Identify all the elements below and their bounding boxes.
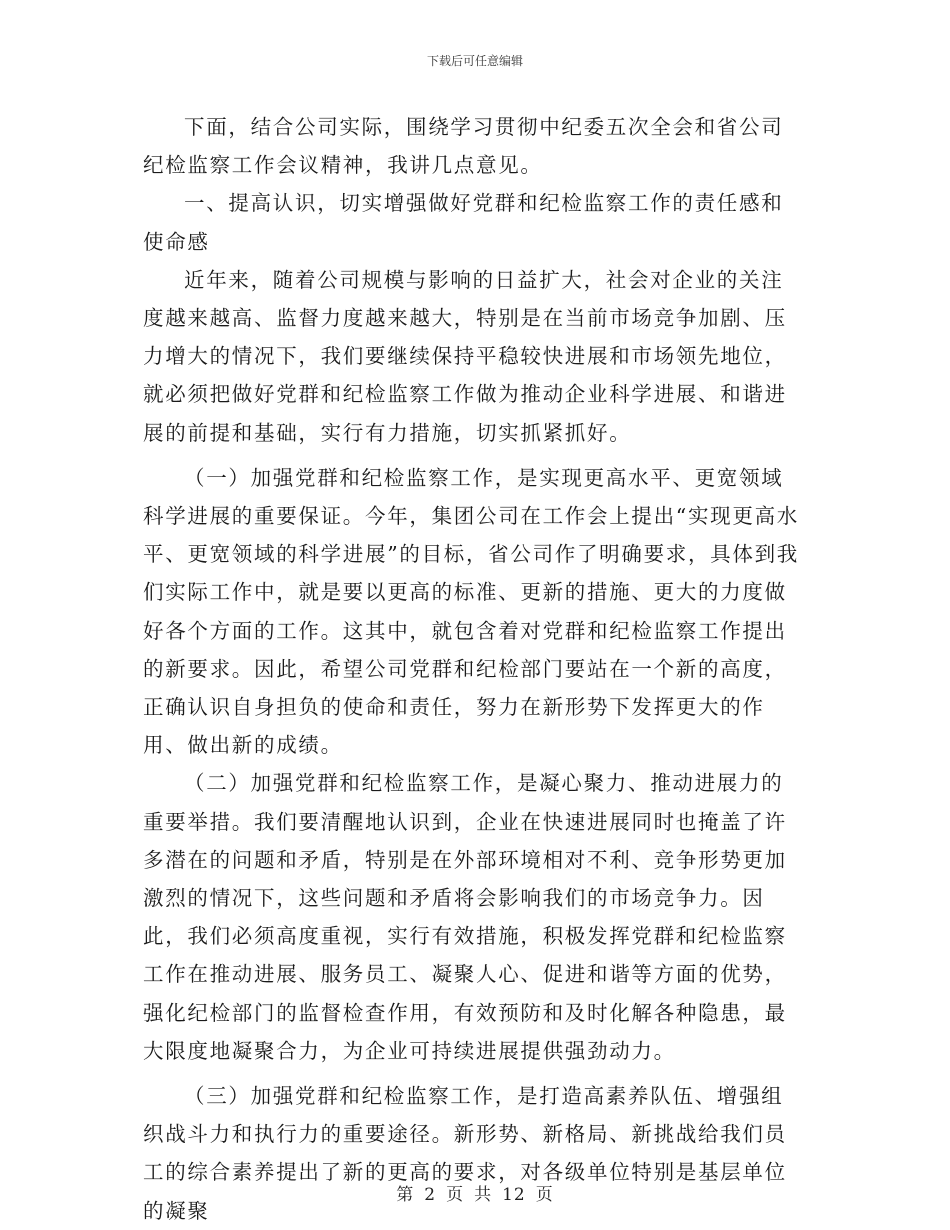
page-header-note: 下载后可任意编辑 <box>426 54 523 68</box>
footer-suffix: 页 <box>535 1185 554 1205</box>
section-heading-1: 一、提高认识，切实增强做好党群和纪检监察工作的责任感和使命感 <box>143 191 784 254</box>
page-footer <box>0 1180 950 1205</box>
current-page-number: 2 <box>424 1185 437 1205</box>
document-body <box>143 108 805 1230</box>
body-paragraph: （一）加强党群和纪检监察工作，是实现更高水平、更宽领域科学进展的重要保证。今年，集团公司在工作会上提出“实现更高水平、更宽领域的科学进展”的目标，省公司作了明确要求，具体到我们实际工作中，就是要以更高的标准、更新的措施、更大的力度做好各个方面的工作。这其中，就包含着对党群和纪检监察工作提出的新要求。因此，希望公司党群和纪检部门要站在一个新的高度，正确认识自身担负的使命和责任，努力在新形势下发挥更大的作用、做出新的成绩。 <box>143 465 799 758</box>
footer-prefix: 第 <box>396 1185 415 1205</box>
footer-page-word: 页 <box>446 1185 465 1205</box>
body-paragraph: （二）加强党群和纪检监察工作，是凝心聚力、推动进展力的重要举措。我们要清醒地认识到，企业在快速进展同时也掩盖了许多潜在的问题和矛盾，特别是在外部环境相对不利、竞争形势更加激烈的情况下，这些问题和矛盾将会影响我们的市场竞争力。因此，我们必须高度重视，实行有效措施，积极发挥党群和纪检监察工作在推动进展、服务员工、凝聚人心、促进和谐等方面的优势，强化纪检部门的监督检查作用，有效预防和及时化解各种隐患，最大限度地凝聚合力，为企业可持续进展提供强劲动力。 <box>143 771 787 1063</box>
body-paragraph: 近年来，随着公司规模与影响的日益扩大，社会对企业的关注度越来越高、监督力度越来越大，特别是在当前市场竞争加剧、压力增大的情况下，我们要继续保持平稳较快进展和市场领先地位，就必须把做好党群和纪检监察工作做为推动企业科学进展、和谐进展的前提和基础，实行有力措施，切实抓紧抓好。 <box>143 267 787 445</box>
footer-total-prefix: 共 <box>474 1185 493 1205</box>
total-page-count: 12 <box>502 1185 526 1205</box>
body-paragraph: （三）加强党群和纪检监察工作，是打造高素养队伍、增强组织战斗力和执行力的重要途径。新形势、新格局、新挑战给我们员工的综合素养提出了新的更高的要求，对各级单位特别是基层单位的凝聚 <box>143 1084 787 1223</box>
intro-paragraph: 下面，结合公司实际，围绕学习贯彻中纪委五次全会和省公司纪检监察工作会议精神，我讲几点意见。 <box>143 115 784 178</box>
